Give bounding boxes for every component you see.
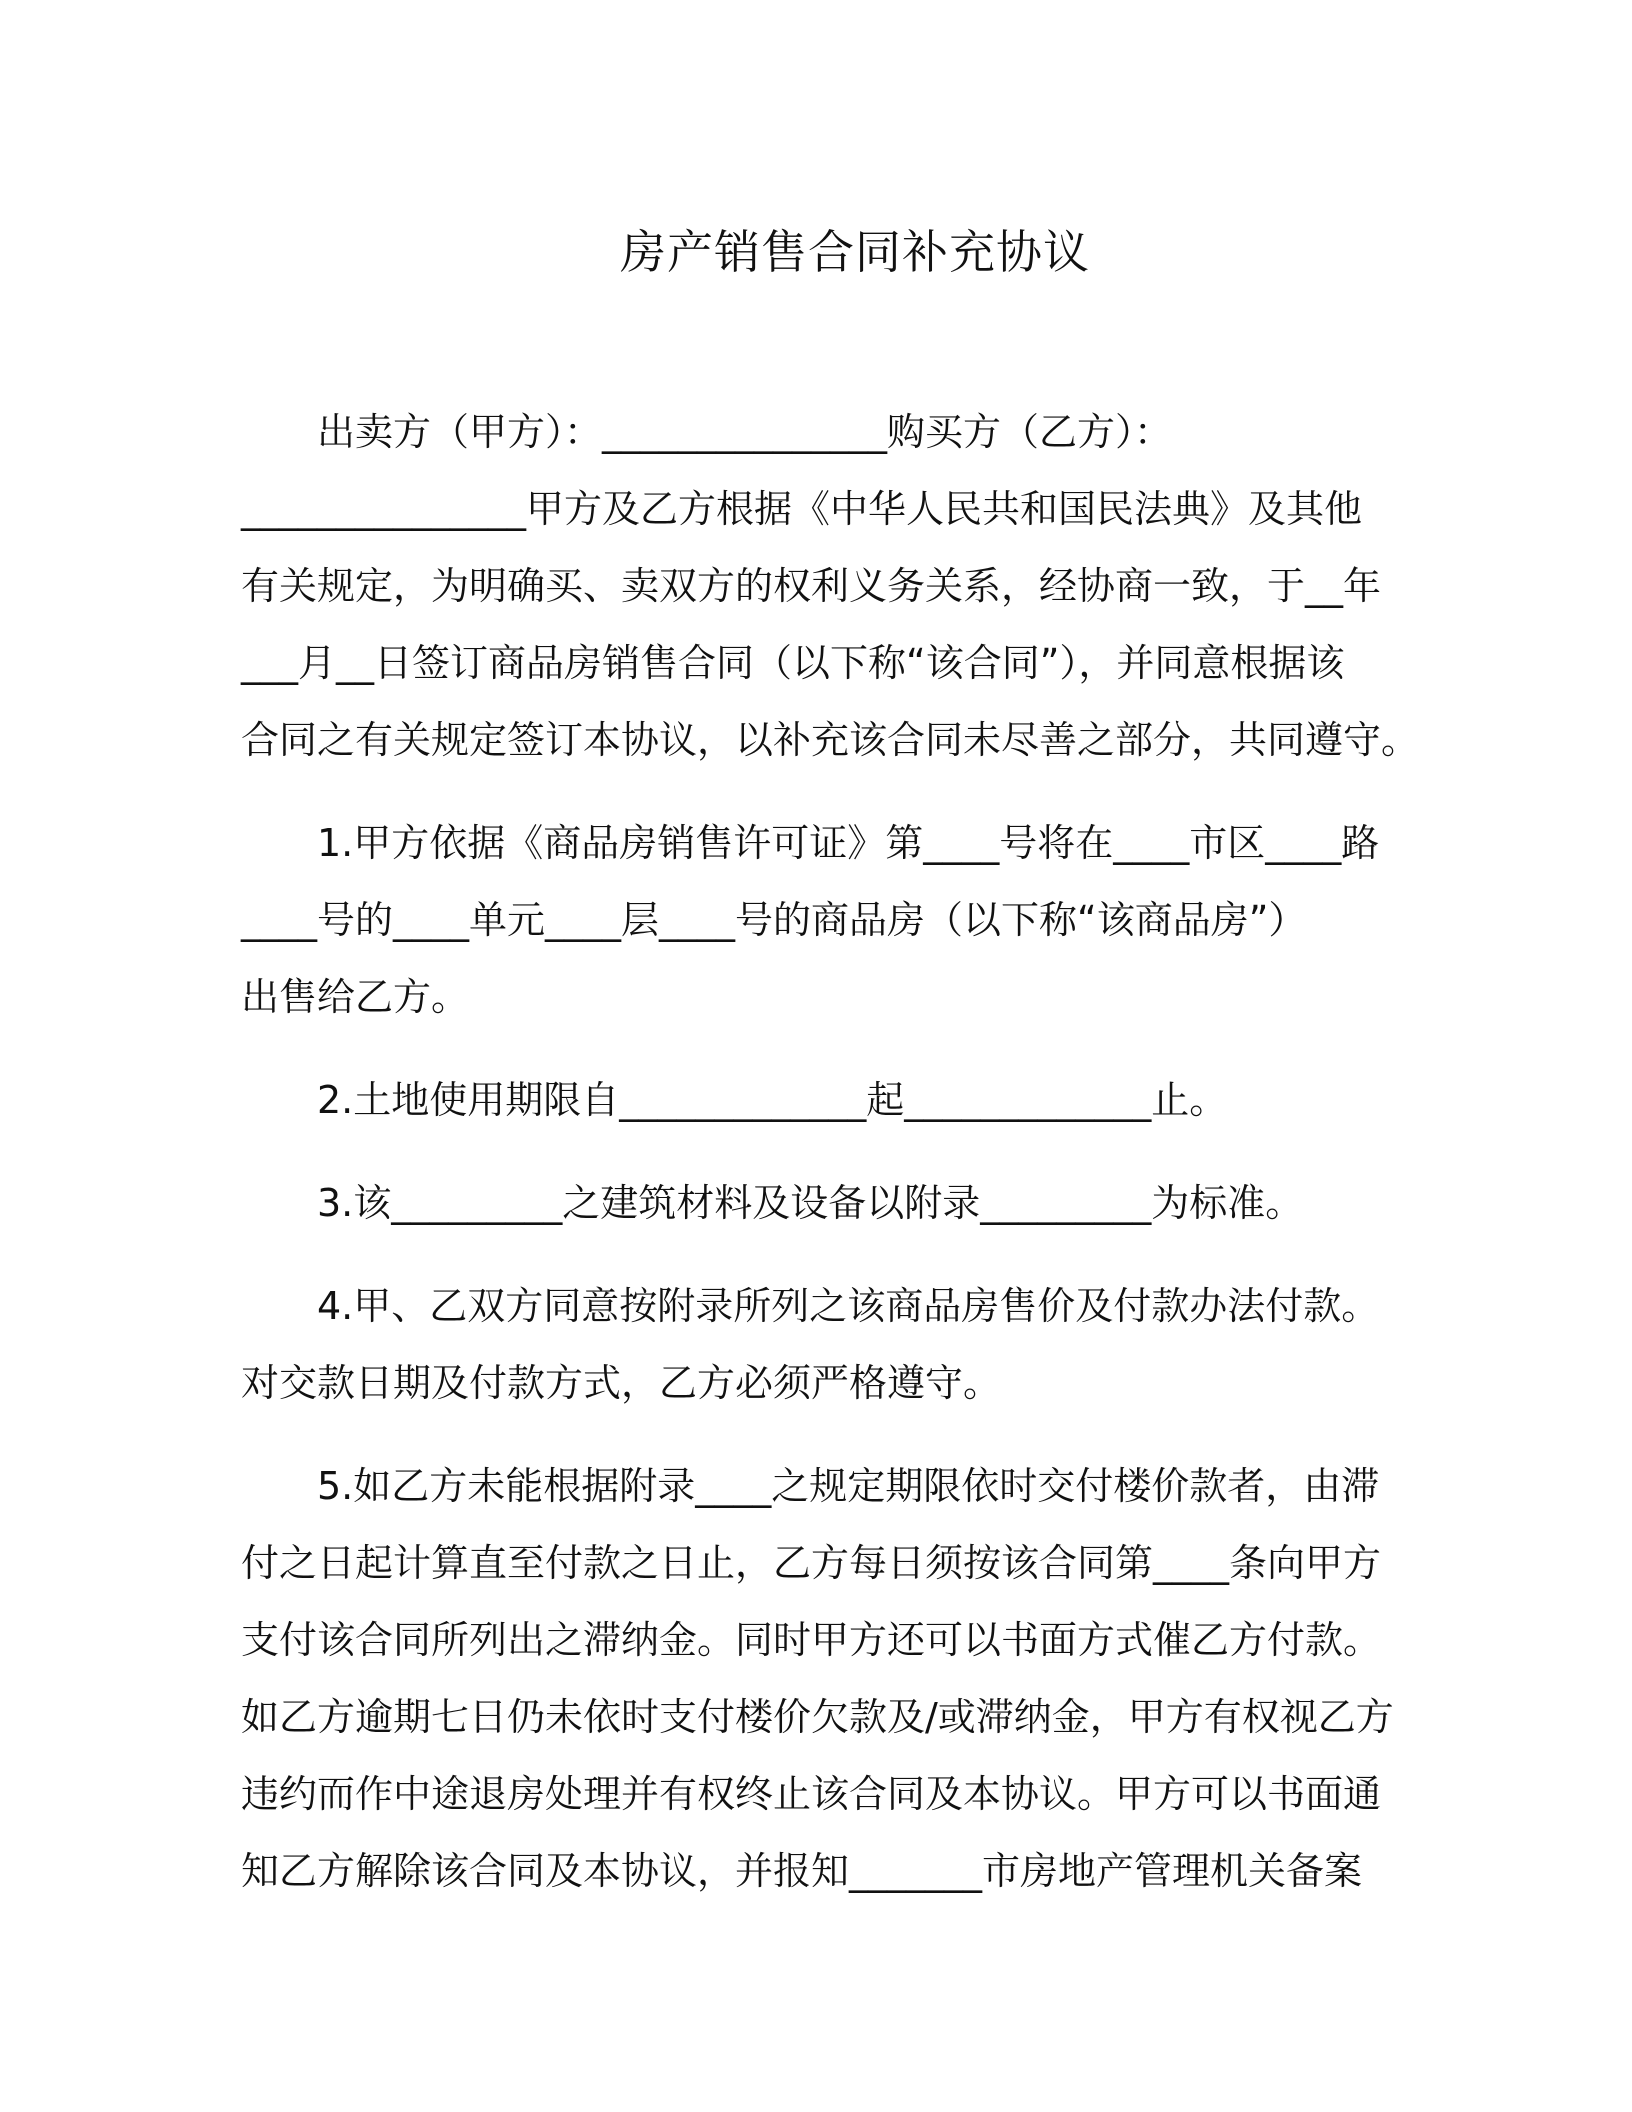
paragraph-line: 知乙方解除该合同及本协议，并报知_______市房地产管理机关备案 xyxy=(241,1849,1363,1893)
paragraph-line: 对交款日期及付款方式，乙方必须严格遵守。 xyxy=(241,1361,1002,1405)
document-body xyxy=(241,394,1420,1936)
paragraph-line: 支付该合同所列出之滞纳金。同时甲方还可以书面方式催乙方付款。 xyxy=(241,1618,1382,1662)
paragraph-line: 合同之有关规定签订本协议，以补充该合同未尽善之部分，共同遵守。 xyxy=(241,718,1420,762)
intro-paragraph xyxy=(241,394,1420,779)
paragraph-line: 付之日起计算直至付款之日止，乙方每日须按该合同第____条向甲方 xyxy=(241,1541,1382,1585)
paragraph-line: 出售给乙方。 xyxy=(241,975,470,1019)
paragraph-line: 2.土地使用期限自_____________起_____________止。 xyxy=(317,1078,1228,1122)
paragraph-line: 如乙方逾期七日仍未依时支付楼价欠款及/或滞纳金，甲方有权视乙方 xyxy=(241,1695,1394,1739)
clause-5 xyxy=(241,1448,1394,1910)
paragraph-line: 1.甲方依据《商品房销售许可证》第____号将在____市区____路 xyxy=(317,821,1380,865)
paragraph-line: 有关规定，为明确买、卖双方的权利义务关系，经协商一致，于__年 xyxy=(241,564,1382,608)
document-title: 房产销售合同补充协议 xyxy=(620,225,1090,279)
clause-1 xyxy=(241,805,1391,1036)
paragraph-line: 5.如乙方未能根据附录____之规定期限依时交付楼价款者，由滞 xyxy=(317,1464,1380,1508)
paragraph-line: ____号的____单元____层____号的商品房（以下称“该商品房”） xyxy=(241,898,1307,942)
paragraph-line: 3.该_________之建筑材料及设备以附录_________为标准。 xyxy=(317,1181,1304,1225)
clause-2 xyxy=(241,1062,1391,1139)
paragraph-line: 4.甲、乙双方同意按附录所列之该商品房售价及付款办法付款。 xyxy=(317,1284,1380,1328)
paragraph-line: _______________甲方及乙方根据《中华人民共和国民法典》及其他 xyxy=(241,487,1363,531)
clause-3 xyxy=(241,1165,1391,1242)
paragraph-line: ___月__日签订商品房销售合同（以下称“该合同”），并同意根据该 xyxy=(241,641,1345,685)
paragraph-line: 违约而作中途退房处理并有权终止该合同及本协议。甲方可以书面通 xyxy=(241,1772,1382,1816)
paragraph-line: 出卖方（甲方）：_______________购买方（乙方）： xyxy=(317,410,1173,454)
clause-4 xyxy=(241,1268,1391,1422)
